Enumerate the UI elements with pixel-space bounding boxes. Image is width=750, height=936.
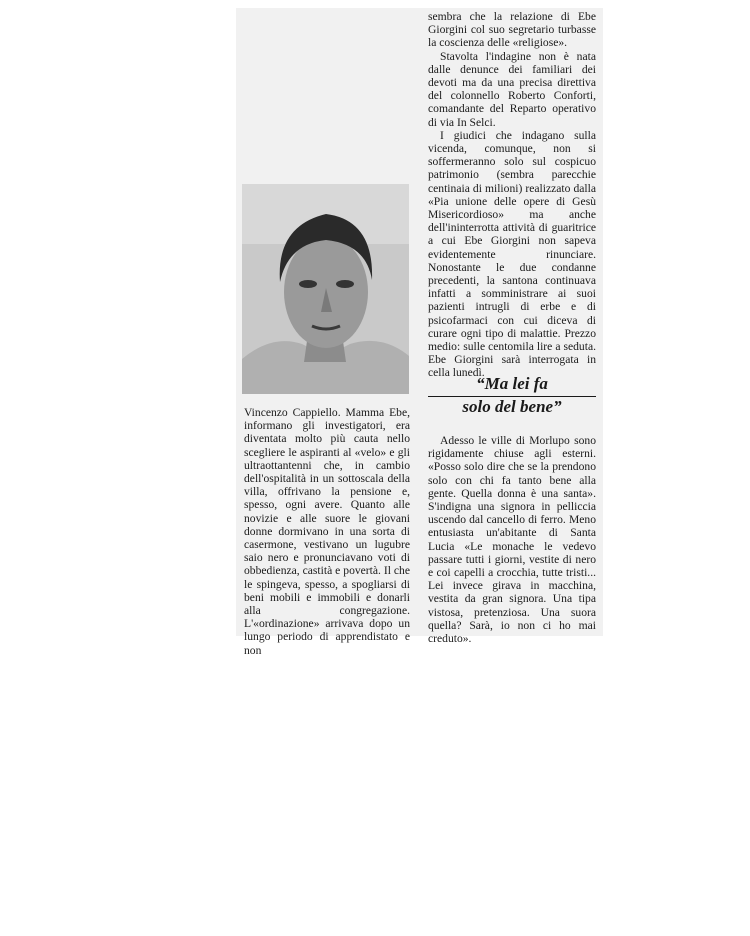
left-text-column (244, 406, 410, 657)
portrait-icon (242, 184, 409, 394)
paragraph: Stavolta l'indagine non è nata dalle denunce dei familiari dei devoti ma da una precisa direttiva del colonnello Roberto Conforti, comandante del Reparto operativo di via In Selci. (428, 49, 596, 129)
section-headline (428, 372, 596, 418)
headline-line-1: “Ma lei fa (476, 374, 548, 393)
paragraph: I giudici che indagano sulla vicenda, comunque, non si soffermeranno solo sul cospicuo patrimonio (sembra parecchie centinaia di milioni) realizzato dalla «Pia unione delle opere di Gesù Misericordioso» ma anche dell'ininterrotta attività di guaritrice a cui Ebe Giorgini non sapeva evidentemente rinunciare. Nonostante le due condanne precedenti, la santona continuava infatti a somministrare ai suoi pazienti intrugli di erbe e di psicofarmaci con cui diceva di curare ogni tipo di malattie. Prezzo medio: sulle centomila lire a seduta. Ebe Giorgini sarà interrogata in cella lunedì. (428, 128, 596, 380)
paragraph: Adesso le ville di Morlupo sono rigidamente chiuse agli esterni. «Posso solo dire che se la prendono solo con chi fa tanto bene alla gente. Quella donna è una santa». S'indigna una signora in pelliccia uscendo dal cancello di ferro. Meno entusiasta un'abitante di Santa Lucia «Le monache le vedevo passare tutti i giorni, vestite di nero e coi capelli a crocchia, tutte tristi... Lei invece girava in macchina, vestita da gran signora. Una tipa vistosa, pretenziosa. Una suora quella? Sarà, io non ci ho mai creduto». (428, 434, 596, 646)
paragraph: Vincenzo Cappiello. Mamma Ebe, informano gli investigatori, era diventata molto più cauta nello scegliere le aspiranti al «velo» e gli ultraottantenni che, in cambio dell'ospitalità in un sottoscala della villa, offrivano la pensione e, spesso, ogni avere. Quanto alle novizie e alle suore le giovani donne dormivano in una sorta di casermone, vestivano un lugubre saio nero e pronunciavano voti di obbedienza, castità e povertà. Il che le spingeva, spesso, a spogliarsi di beni mobili e immobili e donarli alla congregazione. L'«ordinazione» arrivava dopo un lungo periodo di apprendistato e non (244, 406, 410, 657)
headline-rule (428, 396, 596, 397)
paragraph: sembra che la relazione di Ebe Giorgini col suo segretario turbasse la coscienza delle «religiose». (428, 10, 596, 50)
headline-line-2: solo del bene” (462, 397, 562, 416)
right-text-column-top (428, 10, 596, 380)
portrait-photo (242, 184, 409, 394)
right-text-column-bottom (428, 434, 596, 645)
